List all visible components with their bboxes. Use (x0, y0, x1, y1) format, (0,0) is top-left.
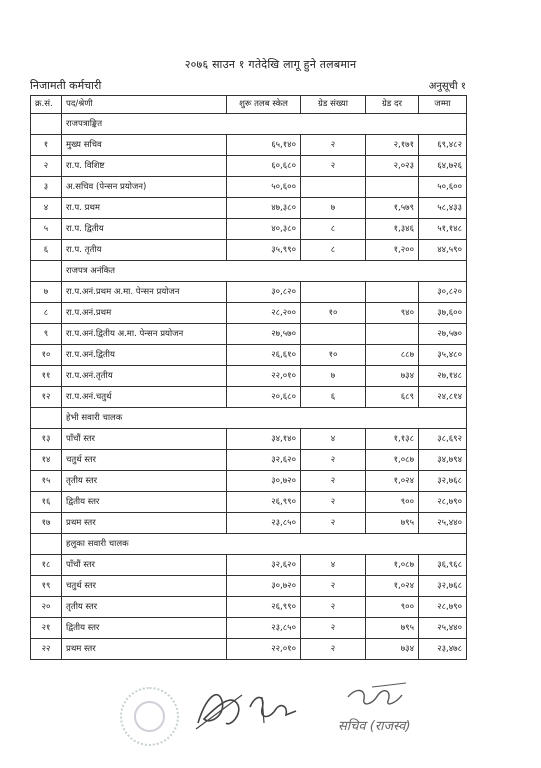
post-cell: रा.प.अनं.तृतीय (62, 366, 227, 387)
scale-cell: २०,६८० (227, 387, 301, 408)
grade-rate-cell: १,५७९ (366, 198, 419, 219)
signature-area (110, 675, 490, 765)
section-heading-empty-cell (31, 534, 62, 555)
document-title: २०७६ साउन १ गतेदेखि लागू हुने तलबमान (184, 58, 357, 71)
total-cell: ५१,१४८ (419, 219, 467, 240)
table-row (31, 471, 467, 492)
table-header-row (31, 96, 467, 114)
signature-label: सचिव (राजस्व) (338, 719, 411, 734)
grade-rate-cell: १,०२४ (366, 576, 419, 597)
scale-cell: २८,२०० (227, 303, 301, 324)
section-heading-row (31, 534, 467, 555)
serial-cell: १० (31, 345, 62, 366)
grade-count-cell: २ (301, 156, 366, 177)
total-cell: ३५,४८० (419, 345, 467, 366)
grade-count-cell: २ (301, 135, 366, 156)
post-cell: रा.प. द्वितीय (62, 219, 227, 240)
section-heading-empty-cell (31, 408, 62, 429)
serial-cell: २ (31, 156, 62, 177)
post-cell: अ.सचिव (पेन्सन प्रयोजन) (62, 177, 227, 198)
post-cell: प्रथम स्तर (62, 513, 227, 534)
scale-cell: ३४,१४० (227, 429, 301, 450)
section-heading-row (31, 261, 467, 282)
scale-cell: ६०,६८० (227, 156, 301, 177)
post-cell: पाँचौं स्तर (62, 555, 227, 576)
total-cell: २७,१४८ (419, 366, 467, 387)
post-cell: रा.प. प्रथम (62, 198, 227, 219)
grade-rate-cell: १,२०० (366, 240, 419, 261)
header-post: पद/श्रेणी (62, 96, 227, 114)
scale-cell: २२,०१० (227, 366, 301, 387)
header-grade-count: ग्रेड संख्या (301, 96, 366, 114)
grade-count-cell: २ (301, 492, 366, 513)
total-cell: २५,४४० (419, 618, 467, 639)
table-body (31, 114, 467, 660)
scale-cell: ५०,६०० (227, 177, 301, 198)
table-row (31, 429, 467, 450)
grade-rate-cell: ९०० (366, 597, 419, 618)
total-cell: ३४,७९४ (419, 450, 467, 471)
total-cell: ५८,४३३ (419, 198, 467, 219)
total-cell: ६४,७२६ (419, 156, 467, 177)
scale-cell: २६,६१० (227, 345, 301, 366)
total-cell: २८,७९० (419, 597, 467, 618)
salary-scale-table (30, 95, 467, 660)
header-total: जम्मा (419, 96, 467, 114)
post-cell: द्वितीय स्तर (62, 492, 227, 513)
grade-rate-cell: ९४० (366, 303, 419, 324)
total-cell: ३२,७६८ (419, 576, 467, 597)
grade-rate-cell: ७३४ (366, 639, 419, 660)
grade-count-cell: ८ (301, 240, 366, 261)
grade-count-cell: २ (301, 471, 366, 492)
table-row (31, 198, 467, 219)
total-cell: ६९,४८२ (419, 135, 467, 156)
total-cell: ३८,६९२ (419, 429, 467, 450)
serial-cell: १३ (31, 429, 62, 450)
grade-rate-cell: ९०० (366, 492, 419, 513)
grade-rate-cell: २,१७१ (366, 135, 419, 156)
post-cell: पाँचौं स्तर (62, 429, 227, 450)
table-row (31, 492, 467, 513)
post-cell: तृतीय स्तर (62, 471, 227, 492)
scale-cell: २३,८५० (227, 618, 301, 639)
serial-cell: २२ (31, 639, 62, 660)
total-cell: ३२,७६८ (419, 471, 467, 492)
serial-cell: ५ (31, 219, 62, 240)
section-heading: हेभी सवारी चालक (62, 408, 467, 429)
handwritten-signatures (110, 675, 490, 765)
grade-rate-cell: १,०२४ (366, 471, 419, 492)
table-row (31, 639, 467, 660)
serial-cell: १७ (31, 513, 62, 534)
table-row (31, 303, 467, 324)
grade-count-cell: ७ (301, 366, 366, 387)
section-heading: राजपत्राङ्कित (62, 114, 467, 135)
post-cell: रा.प.अनं.द्वितीय (62, 345, 227, 366)
scale-cell: २३,८५० (227, 513, 301, 534)
serial-cell: १२ (31, 387, 62, 408)
table-row (31, 618, 467, 639)
post-cell: रा.प.अनं.प्रथम अ.मा. पेन्सन प्रयोजन (62, 282, 227, 303)
table-row (31, 387, 467, 408)
table-row (31, 366, 467, 387)
header-grade-rate: ग्रेड दर (366, 96, 419, 114)
table-row (31, 513, 467, 534)
section-heading-empty-cell (31, 261, 62, 282)
grade-count-cell: ८ (301, 219, 366, 240)
table-row (31, 219, 467, 240)
grade-count-cell: ४ (301, 555, 366, 576)
total-cell: २८,७९० (419, 492, 467, 513)
grade-count-cell: ४ (301, 429, 366, 450)
post-cell: रा.प.अनं.चतुर्थ (62, 387, 227, 408)
schedule-label: अनुसूची १ (428, 81, 466, 92)
table-row (31, 156, 467, 177)
total-cell: ३७,६०० (419, 303, 467, 324)
grade-rate-cell (366, 324, 419, 345)
scale-cell: ३०,८२० (227, 282, 301, 303)
post-cell: तृतीय स्तर (62, 597, 227, 618)
post-cell: प्रथम स्तर (62, 639, 227, 660)
serial-cell: १८ (31, 555, 62, 576)
grade-count-cell: २ (301, 513, 366, 534)
grade-count-cell (301, 324, 366, 345)
scale-cell: ४७,३८० (227, 198, 301, 219)
serial-cell: १४ (31, 450, 62, 471)
grade-rate-cell: १,०८७ (366, 555, 419, 576)
serial-cell: २० (31, 597, 62, 618)
serial-cell: ४ (31, 198, 62, 219)
grade-rate-cell: १,१३८ (366, 429, 419, 450)
table-row (31, 282, 467, 303)
serial-cell: १९ (31, 576, 62, 597)
total-cell: २७,५७० (419, 324, 467, 345)
serial-cell: १६ (31, 492, 62, 513)
serial-cell: १ (31, 135, 62, 156)
scale-cell: २६,९९० (227, 597, 301, 618)
serial-cell: ९ (31, 324, 62, 345)
table-row (31, 576, 467, 597)
header-serial: क्र.सं. (31, 96, 62, 114)
serial-cell: ८ (31, 303, 62, 324)
grade-rate-cell: ८८७ (366, 345, 419, 366)
table-row (31, 345, 467, 366)
table-row (31, 450, 467, 471)
employee-category-heading: निजामती कर्मचारी (30, 79, 102, 92)
table-row (31, 135, 467, 156)
table-row (31, 240, 467, 261)
scale-cell: २७,५७० (227, 324, 301, 345)
table-row (31, 324, 467, 345)
table-row (31, 597, 467, 618)
total-cell: २३,४७८ (419, 639, 467, 660)
scale-cell: ६५,१४० (227, 135, 301, 156)
grade-count-cell (301, 282, 366, 303)
grade-rate-cell (366, 282, 419, 303)
serial-cell: ३ (31, 177, 62, 198)
grade-count-cell: २ (301, 618, 366, 639)
post-cell: रा.प.अनं.प्रथम (62, 303, 227, 324)
section-heading-row (31, 408, 467, 429)
grade-rate-cell: ६८९ (366, 387, 419, 408)
section-heading: हलुका सवारी चालक (62, 534, 467, 555)
section-heading: राजपत्र अनंकित (62, 261, 467, 282)
serial-cell: ६ (31, 240, 62, 261)
total-cell: ३६,९६८ (419, 555, 467, 576)
grade-rate-cell (366, 177, 419, 198)
serial-cell: १५ (31, 471, 62, 492)
grade-count-cell: २ (301, 450, 366, 471)
table-row (31, 555, 467, 576)
post-cell: रा.प. तृतीय (62, 240, 227, 261)
serial-cell: २१ (31, 618, 62, 639)
scale-cell: ३२,६२० (227, 555, 301, 576)
scale-cell: ३०,७२० (227, 471, 301, 492)
grade-count-cell (301, 177, 366, 198)
grade-count-cell: २ (301, 576, 366, 597)
grade-count-cell: ६ (301, 387, 366, 408)
post-cell: रा.प. विशिष्ट (62, 156, 227, 177)
total-cell: ४४,५९० (419, 240, 467, 261)
grade-count-cell: १० (301, 303, 366, 324)
scale-cell: ३५,९९० (227, 240, 301, 261)
grade-rate-cell: १,३४६ (366, 219, 419, 240)
total-cell: ५०,६०० (419, 177, 467, 198)
serial-cell: ७ (31, 282, 62, 303)
table-row (31, 177, 467, 198)
total-cell: ३०,८२० (419, 282, 467, 303)
grade-rate-cell: ७३४ (366, 366, 419, 387)
scale-cell: ३०,७२० (227, 576, 301, 597)
post-cell: रा.प.अनं.द्वितीय अ.मा. पेन्सन प्रयोजन (62, 324, 227, 345)
grade-count-cell: २ (301, 597, 366, 618)
section-heading-empty-cell (31, 114, 62, 135)
post-cell: मुख्य सचिव (62, 135, 227, 156)
serial-cell: ११ (31, 366, 62, 387)
scale-cell: ३२,६२० (227, 450, 301, 471)
grade-rate-cell: ७९५ (366, 513, 419, 534)
post-cell: द्वितीय स्तर (62, 618, 227, 639)
scale-cell: २२,०१० (227, 639, 301, 660)
total-cell: २४,८१४ (419, 387, 467, 408)
grade-rate-cell: १,०८७ (366, 450, 419, 471)
grade-count-cell: २ (301, 639, 366, 660)
post-cell: चतुर्थ स्तर (62, 450, 227, 471)
scale-cell: ४०,३८० (227, 219, 301, 240)
grade-rate-cell: ७९५ (366, 618, 419, 639)
header-scale: शुरू तलब स्केल (227, 96, 301, 114)
total-cell: २५,४४० (419, 513, 467, 534)
scale-cell: २६,९९० (227, 492, 301, 513)
post-cell: चतुर्थ स्तर (62, 576, 227, 597)
grade-rate-cell: २,०२३ (366, 156, 419, 177)
grade-count-cell: ७ (301, 198, 366, 219)
grade-count-cell: १० (301, 345, 366, 366)
section-heading-row (31, 114, 467, 135)
